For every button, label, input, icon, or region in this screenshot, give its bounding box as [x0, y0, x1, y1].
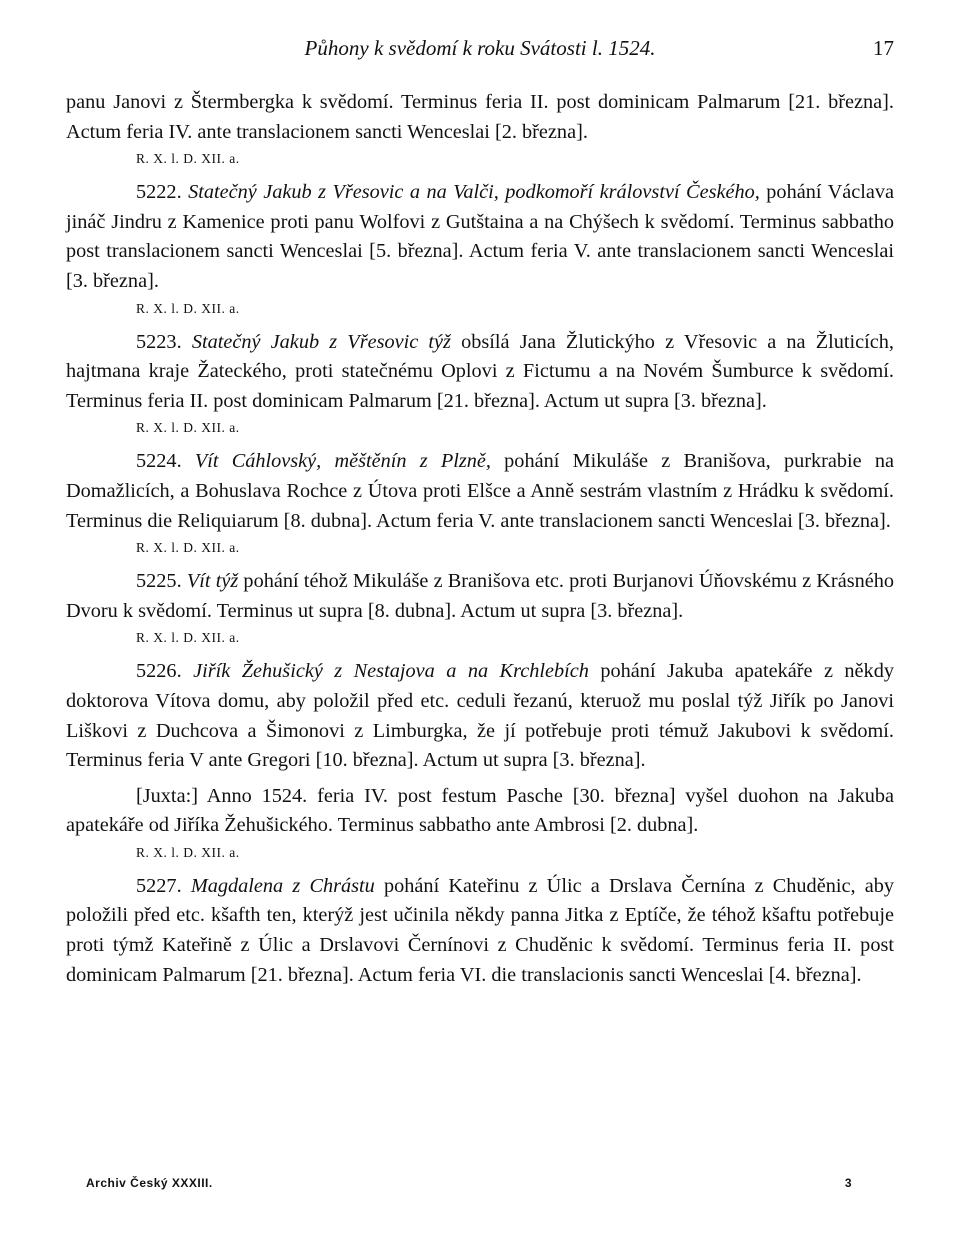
- entry-text: pohání téhož Mikuláše z Branišova etc. proti Burjanovi Úňovskému z Krásného Dvoru k svědomí. Terminus ut supra [8. dubna]. Actum ut supra [3. března].: [66, 570, 895, 622]
- archive-reference: R. X. l. D. XII. a.: [136, 630, 240, 646]
- entry-text: pohání Jakuba apatekáře z někdy doktorova Vítova domu, aby položil před etc. ceduli řezanú, kteruož mu poslal týž Jiřík po Janovi Liškovi z Duchcova a Šimonovi z Limburgka, že jí potřebuje proti témuž Jakubovi k svědomí. Terminus feria V ante Gregori [10. března]. Actum ut supra [3. března].: [66, 660, 894, 772]
- page-number: 17: [873, 36, 894, 60]
- entry-party: Magdalena z Chrástu: [190, 874, 375, 897]
- entry-5222: [66, 178, 894, 319]
- continuation-text: panu Janovi z Štermbergka k svědomí. Terminus feria II. post dominicam Palmarum [21. března]. Actum feria IV. ante translacionem sancti Wenceslai [2. března].: [66, 91, 894, 143]
- entry-number: 5225.: [136, 570, 182, 593]
- footer-sheet-number: 3: [844, 1176, 852, 1190]
- archive-reference: R. X. l. D. XII. a.: [136, 844, 240, 860]
- entry-party: Statečný Jakub z Vřesovic a na Valči, podkomoří království Českého,: [188, 181, 760, 204]
- page-header: [66, 36, 894, 66]
- entry-party: Vít týž: [186, 570, 239, 593]
- entry-number: 5222.: [136, 181, 182, 204]
- entry-text: obsílá Jana Žlutickýho z Vřesovic a na Žluticích, hajtmana kraje Žateckého, proti statečnému Oplovi z Fictumu a na Novém Šumburce k svědomí. Terminus feria II. post dominicam Palmarum [21. března]. Actum ut supra [3. března].: [66, 330, 894, 412]
- archive-reference: R. X. l. D. XII. a.: [136, 300, 240, 316]
- archive-reference: R. X. l. D. XII. a.: [136, 540, 240, 556]
- entry-5224: [66, 447, 894, 559]
- entry-5225: [66, 567, 894, 649]
- entry-text: pohání Mikuláše z Branišova, purkrabie na Domažlicích, a Bohuslava Rochce z Útova proti Elšce a Anně sestrám vlastním z Hrádku k svědomí. Terminus die Reliquiarum [8. dubna]. Actum feria V. ante translacionem sancti Wenceslai [3. března].: [66, 450, 894, 532]
- continuation-paragraph: [66, 88, 894, 170]
- entry-number: 5224.: [136, 450, 182, 473]
- archive-reference: R. X. l. D. XII. a.: [136, 151, 240, 167]
- entry-marginal-note: [Juxta:] Anno 1524. feria IV. post festum Pasche [30. března] vyšel duohon na Jakuba apatekáře od Jiříka Žehušického. Terminus sabbatho ante Ambrosi [2. dubna].: [66, 784, 894, 837]
- footer-signature-left: Archiv Český XXXIII.: [86, 1176, 213, 1190]
- running-title: Půhony k svědomí k roku Svátosti l. 1524.: [304, 36, 656, 60]
- entry-party: Jiřík Žehušický z Nestajova a na Krchlebích: [193, 660, 589, 683]
- entry-5223: [66, 328, 894, 440]
- page-footer: [86, 1176, 852, 1190]
- entry-number: 5227.: [136, 874, 182, 897]
- archive-reference: R. X. l. D. XII. a.: [136, 420, 240, 436]
- page-body: [66, 88, 894, 990]
- entry-number: 5226.: [136, 660, 182, 683]
- entry-5227: [66, 872, 894, 990]
- entry-text: pohání Václava jináč Jindru z Kamenice proti panu Wolfovi z Gutštaina a na Chýšech k svědomí. Terminus sabbatho post translacionem sancti Wenceslai [5. března]. Actum feria V. ante translacionem sancti Wenceslai [3. března].: [66, 181, 894, 292]
- entry-party: Statečný Jakub z Vřesovic týž: [191, 330, 451, 353]
- entry-5226: [66, 657, 894, 864]
- entry-party: Vít Cáhlovský, měštěnín z Plzně,: [194, 450, 491, 473]
- entry-number: 5223.: [136, 330, 182, 353]
- entry-text: pohání Kateřinu z Úlic a Drslava Černína z Chuděnic, aby položili před etc. kšafth ten, kterýž jest učinila někdy panna Jitka z Eptíče, že téhož kšaftu potřebuje proti týmž Kateřině z Úlic a Drslavovi Černínovi z Chuděnic k svědomí. Terminus feria II. post dominicam Palmarum [21. března]. Actum feria VI. die translacionis sancti Wenceslai [4. března].: [66, 874, 895, 986]
